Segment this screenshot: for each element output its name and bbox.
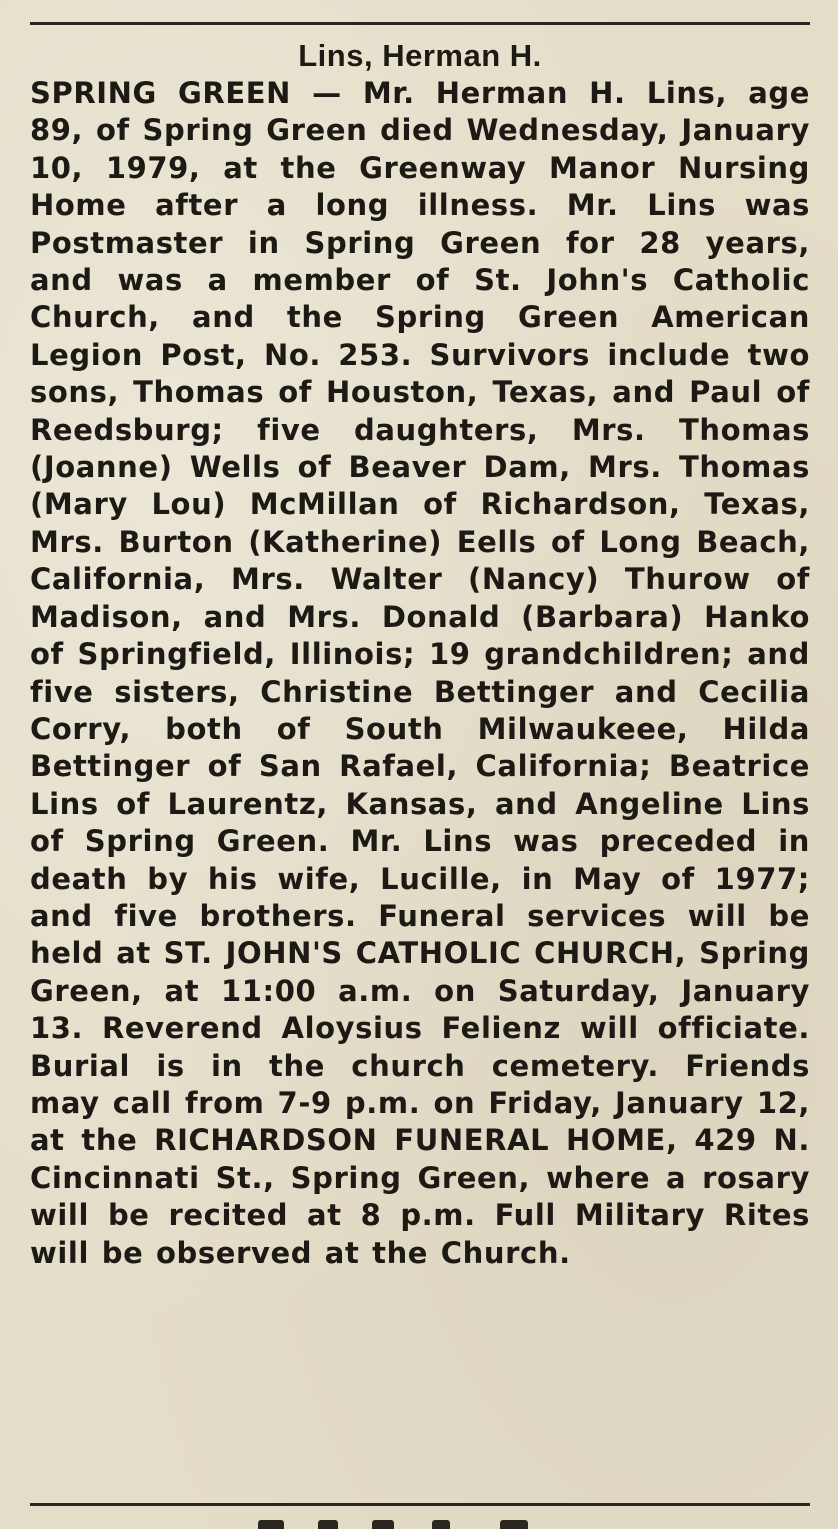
top-rule (30, 22, 810, 25)
obituary-headline: Lins, Herman H. (298, 38, 542, 73)
obituary-body: SPRING GREEN — Mr. Herman H. Lins, age 89, of Spring Green died Wednesday, January 10, 1979, at the Greenway Manor Nursing Home after a long illness. Mr. Lins was Postmaster in Spring Green for 28 years, and was a member of St. John's Catholic Church, and the Spring Green American Legion Post, No. 253. Survivors include two sons, Thomas of Houston, Texas, and Paul of Reedsburg; five daughters, Mrs. Thomas (Joanne) Wells of Beaver Dam, Mrs. Thomas (Mary Lou) McMillan of Richardson, Texas, Mrs. Burton (Katherine) Eells of Long Beach, California, Mrs. Walter (Nancy) Thurow of Madison, and Mrs. Donald (Barbara) Hanko of Springfield, Illinois; 19 grandchildren; and five sisters, Christine Bettinger and Cecilia Corry, both of South Milwaukeee, Hilda Bettinger of San Rafael, California; Beatrice Lins of Laurentz, Kansas, and Angeline Lins of Spring Green. Mr. Lins was preceded in death by his wife, Lucille, in May of 1977; and five brothers. Funeral services will be held at ST. JOHN'S CATHOLIC CHURCH, Spring Green, at 11:00 a.m. on Saturday, January 13. Reverend Aloysius Felienz will officiate. Burial is in the church cemetery. Friends may call from 7-9 p.m. on Friday, January 12, at the RICHARDSON FUNERAL HOME, 429 N. Cincinnati St., Spring Green, where a rosary will be recited at 8 p.m. Full Military Rites will be observed at the Church. (30, 76, 810, 1270)
bottom-rule (30, 1503, 810, 1506)
cropped-next-article-fragment (0, 1512, 838, 1529)
